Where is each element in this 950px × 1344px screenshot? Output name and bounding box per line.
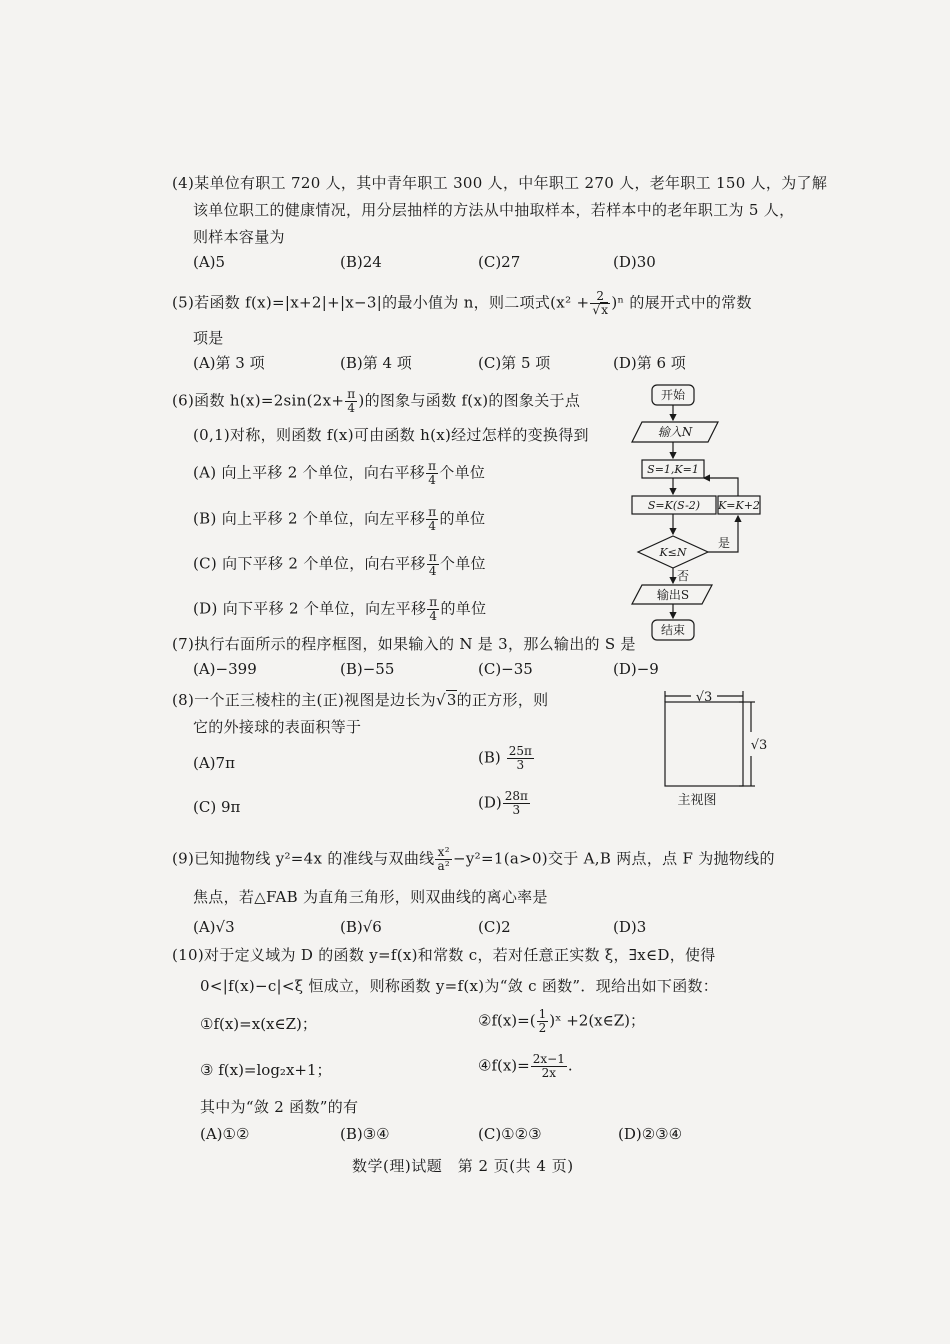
q5-frac-den: √x — [592, 303, 609, 317]
q5-line1 — [172, 290, 752, 317]
q10-func-1: ①f(x)=x(x∈Z)； — [200, 1015, 317, 1033]
q10-option-c: (C)①②③ — [478, 1125, 542, 1143]
q5-frac-num: 2 — [590, 290, 610, 304]
q5-line1-b: )ⁿ 的展开式中的常数 — [611, 293, 752, 312]
flowchart — [620, 380, 770, 650]
page-footer: 数学(理)试题 第 2 页(共 4 页) — [352, 1157, 574, 1175]
flow-incr-text: K=K+2 — [718, 499, 760, 512]
q4-line2: 该单位职工的健康情况，用分层抽样的方法从中抽取样本，若样本中的老年职工为 5 人， — [193, 201, 795, 219]
dim-top-label: √3 — [695, 690, 713, 705]
q4-option-a: (A)5 — [193, 253, 226, 271]
q5-option-c: (C)第 5 项 — [478, 354, 551, 372]
q7-option-d: (D)−9 — [613, 660, 659, 678]
q5-option-b: (B)第 4 项 — [340, 354, 412, 372]
q8-line1: (8)一个正三棱柱的主(正)视图是边长为√3的正方形，则 — [172, 691, 549, 709]
flow-input-text: 输入N — [657, 425, 693, 439]
q4-line1: (4)某单位有职工 720 人，其中青年职工 300 人，中年职工 270 人，老年职工 150 人，为了解 — [172, 174, 828, 192]
q8-option-d: (D) $\frac{28\pi}{3}$ — [478, 789, 528, 817]
q7-option-a: (A)−399 — [193, 660, 257, 678]
q9-line2: 焦点，若△FAB 为直角三角形，则双曲线的离心率是 — [193, 888, 548, 906]
q8-line2: 它的外接球的表面积等于 — [193, 718, 362, 736]
front-view-figure — [655, 688, 775, 818]
q9-option-d: (D)3 — [613, 918, 647, 936]
flow-end-text: 结束 — [660, 623, 686, 637]
flow-start-text: 开始 — [660, 388, 686, 402]
front-view-square — [665, 702, 743, 786]
q7-option-b: (B)−55 — [340, 660, 395, 678]
q5-fraction — [590, 290, 610, 317]
q10-option-a: (A)①② — [200, 1125, 250, 1143]
q7-line1: (7)执行右面所示的程序框图，如果输入的 N 是 3，那么输出的 S 是 — [172, 635, 636, 653]
q6-line2: (0,1)对称，则函数 f(x)可由函数 h(x)经过怎样的变换得到 — [193, 426, 589, 444]
q9-option-b: (B)√6 — [340, 918, 382, 936]
q10-func-2: ②f(x)=( $\frac{1}{2}$ )ˣ +2(x∈Z)； — [478, 1007, 646, 1035]
q9-option-a: (A)√3 — [193, 918, 235, 936]
q10-line1: (10)对于定义域为 D 的函数 y=f(x)和常数 c，若对任意正实数 ξ，∃x∈D，使得 — [172, 946, 716, 964]
q6-line1-b: )的图象与函数 f(x)的图象关于点 — [358, 391, 581, 410]
q5-line1-a: (5)若函数 f(x)=|x+2|+|x−3|的最小值为 n，则二项式(x² + — [172, 293, 590, 312]
q4-option-c: (C)27 — [478, 253, 521, 271]
q8-option-c: (C) 9π — [193, 798, 241, 816]
flow-init-text: S=1,K=1 — [647, 463, 699, 476]
q4-line3: 则样本容量为 — [193, 228, 285, 246]
q8-option-b: (B) $\frac{25\pi}{3}$ — [478, 744, 532, 772]
q7-option-c: (C)−35 — [478, 660, 533, 678]
flow-cond-text: K≤N — [659, 546, 687, 559]
q5-option-a: (A)第 3 项 — [193, 354, 265, 372]
flow-output-text: 输出S — [656, 588, 690, 602]
q10-question: 其中为“敛 2 函数”的有 — [200, 1098, 359, 1116]
q6-option-c: (C) 向下平移 2 个单位，向右平移 $\frac{\pi}{4}$ 个单位 — [193, 550, 486, 578]
q6-option-d: (D) 向下平移 2 个单位，向左平移 $\frac{\pi}{4}$ 的单位 — [193, 595, 487, 623]
q6-line1 — [172, 388, 580, 415]
q6-line1-a: (6)函数 h(x)=2sin(2x+ — [172, 391, 345, 410]
q10-func-3: ③ f(x)=log₂x+1； — [200, 1061, 332, 1079]
q5-option-d: (D)第 6 项 — [613, 354, 686, 372]
q9-option-c: (C)2 — [478, 918, 511, 936]
flow-yes-text: 是 — [717, 536, 731, 550]
q10-option-d: (D)②③④ — [618, 1125, 683, 1143]
q4-option-d: (D)30 — [613, 253, 656, 271]
q10-func-4: ④f(x)= $\frac{2x-1}{2x}$ . — [478, 1052, 573, 1080]
q6-option-a: (A) 向上平移 2 个单位，向右平移 $\frac{\pi}{4}$ 个单位 — [193, 459, 486, 487]
flow-no-text: 否 — [676, 569, 690, 583]
q10-line2: 0<|f(x)−c|<ξ 恒成立，则称函数 y=f(x)为“敛 c 函数”．现给出如下函数： — [200, 977, 719, 995]
flow-assign-text: S=K(S-2) — [647, 499, 701, 512]
dim-side-label: √3 — [750, 738, 768, 753]
q9-line1: (9)已知抛物线 y²=4x 的准线与双曲线 $\frac{\text{x²}}{\text{a²}}$ −y²=1(a>0)交于 A,B 两点，点 F 为抛物线的 — [172, 845, 775, 873]
q5-line2: 项是 — [193, 329, 224, 347]
q8-option-a: (A)7π — [193, 754, 235, 772]
q6-option-b: (B) 向上平移 2 个单位，向左平移 $\frac{\pi}{4}$ 的单位 — [193, 505, 486, 533]
q6-pi-over-4: $\frac{\pi}{4}$ — [347, 387, 356, 415]
q4-option-b: (B)24 — [340, 253, 382, 271]
q10-option-b: (B)③④ — [340, 1125, 390, 1143]
front-view-caption: 主视图 — [677, 793, 717, 808]
